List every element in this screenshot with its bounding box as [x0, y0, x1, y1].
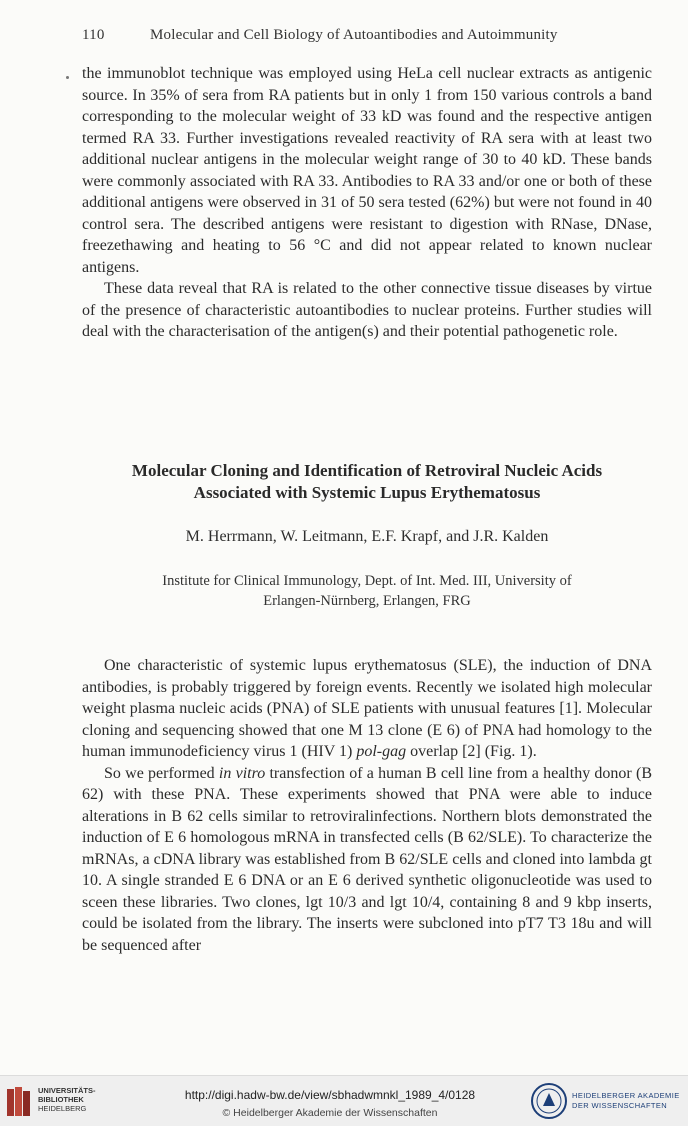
italic-text: pol-gag — [356, 743, 407, 760]
affiliation-line: Erlangen-Nürnberg, Erlangen, FRG — [263, 593, 471, 609]
paragraph: These data reveal that RA is related to the other connective tissue diseases by virtue of the presence of characteristic autoantibodies to nuclear proteins. Further studies will deal with the characterisation of the antigen(s) and their potential pathogenetic role. — [82, 280, 652, 340]
footer-bar — [0, 1075, 688, 1126]
page-number: 110 — [82, 27, 105, 43]
text-run: transfection of a human B cell line from a healthy donor (B 62) with these PNA. These experiments showed that PNA were able to induce alterations in B 62 cells similar to retroviralinfections. Northern blots demonstrated the induction of E 6 homologous mRNA in transfected cells (B 62/SLE). To characterize the mRNAs, a cDNA library was established from B 62/SLE cells and cloned into lambda gt 10. A single stranded E 6 DNA or an E 6 derived synthetic oligonucleotide was used to sceen these libraries. Two clones, lgt 10/3 and lgt 10/4, containing 8 and 9 kbp inserts, could be isolated from the library. The inserts were subcloned into pT7 T3 18u and will be sequenced after — [82, 764, 652, 954]
text-run: overlap [2] (Fig. 1). — [406, 743, 537, 760]
paragraph: the immunoblot technique was employed using HeLa cell nuclear extracts as antigenic source. In 35% of sera from RA patients but in only 1 from 150 various controls a band corresponding to the molecular weight of 33 kD was found and the respective antigen termed RA 33. Further investigations revealed reactivity of RA sera with at least two additional nuclear antigens in the molecular weight range of 30 to 40 kD. These bands were commonly associated with RA 33. Antibodies to RA 33 and/or one or both of these additional antigens were observed in 31 of 50 sera tested (62%) but were not found in 40 control sera. The described antigens were resistant to digestion with RNase, DNase, freezethawing and heating to 56 °C and did not appear related to known nuclear antigens. — [82, 65, 652, 276]
margin-mark — [66, 76, 69, 79]
library-name-line: HEIDELBERG — [38, 1104, 87, 1113]
library-name — [38, 1086, 96, 1113]
running-title: Molecular and Cell Biology of Autoantibodies and Autoimmunity — [150, 27, 558, 43]
article-body — [82, 655, 652, 956]
previous-article-text — [82, 63, 652, 343]
affiliation — [82, 571, 652, 611]
text-run: One characteristic of systemic lupus erythematosus (SLE), the induction of DNA antibodies, is probably triggered by foreign events. Recently we isolated high molecular weight plasma nucleic acids (PNA) of SLE patients with unusual features [1]. Molecular cloning and sequencing showed that one M 13 clone (E 6) of PNA had homology to the human immunodeficiency virus 1 (HIV 1) — [82, 657, 652, 760]
italic-text: in vitro — [218, 764, 266, 782]
affiliation-line: Institute for Clinical Immunology, Dept. of Int. Med. III, University of — [162, 573, 572, 589]
university-library-logo — [6, 1086, 32, 1118]
article-title-line: Associated with Systemic Lupus Erythematosus — [193, 483, 541, 502]
academy-name-line: HEIDELBERGER AKADEMIE — [572, 1091, 680, 1100]
library-name-line: UNIVERSITÄTS- — [38, 1086, 96, 1095]
academy-name-line: DER WISSENSCHAFTEN — [572, 1101, 668, 1110]
academy-name — [572, 1091, 680, 1111]
academy-seal-logo — [530, 1082, 568, 1120]
paragraph — [82, 763, 652, 957]
paragraph — [82, 655, 652, 763]
copyright-notice: © Heidelberger Akademie der Wissenschaften — [222, 1107, 438, 1119]
authors: M. Herrmann, W. Leitmann, E.F. Krapf, and J.R. Kalden — [185, 528, 549, 545]
article-title — [82, 460, 652, 504]
text-run: So we performed — [104, 764, 219, 782]
library-name-line: BIBLIOTHEK — [38, 1095, 84, 1104]
article-title-line: Molecular Cloning and Identification of Retroviral Nucleic Acids — [131, 461, 603, 480]
document-url-link[interactable]: http://digi.hadw-bw.de/view/sbhadwmnkl_1989_4/0128 — [184, 1088, 476, 1102]
